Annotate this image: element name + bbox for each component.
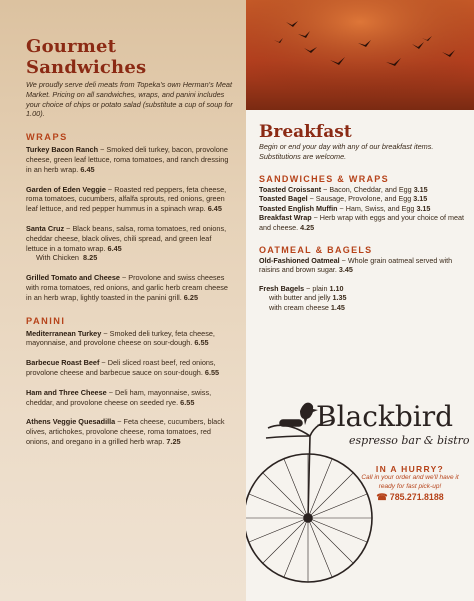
breakfast-item: Toasted English Muffin ~ Ham, Swiss, and Egg 3.15	[259, 203, 431, 213]
brand-tagline: espresso bar & bistro	[349, 434, 470, 447]
gourmet-intro: We proudly serve deli meats from Topeka's own Herman's Meat Market. Pricing on all sandwiches, wraps, and panini includes your choice of chips or potato salad (substitute a cup of soup for 1.00).	[26, 80, 233, 119]
bagel-addon: with cream cheese 1.45	[269, 302, 345, 312]
brand-name: Blackbird	[316, 400, 454, 433]
panini-item: Athens Veggie Quesadilla ~ Feta cheese, cucumbers, black olives, artichokes, provolone cheese, roma tomatoes, red onions, and oregano in a grilled herb wrap. 7.25	[26, 417, 225, 446]
phone-icon: ☎	[376, 492, 388, 503]
oatmeal-bagels-heading: OATMEAL & BAGELS	[259, 244, 373, 255]
wrap-item: Grilled Tomato and Cheese ~ Provolone and swiss cheeses with roma tomatoes, red onions, and garlic herb cream cheese in an herb wrap, lightly toasted in the panini grill. 6.25	[26, 273, 228, 302]
sandwiches-wraps-heading: SANDWICHES & WRAPS	[259, 173, 389, 184]
phone-number: 785.271.8188	[389, 492, 444, 503]
sunset-birds-image	[246, 0, 474, 110]
wrap-item: Garden of Eden Veggie ~ Roasted red peppers, feta cheese, roma tomatoes, cucumbers, alfalfa sprouts, red onions, green leaf lettuce, and red pepper hummus in a spinach wrap. 6.45	[26, 184, 227, 214]
breakfast-intro: Begin or end your day with any of our breakfast items. Substitutions are welcome.	[259, 142, 434, 161]
phone-line[interactable]	[360, 492, 460, 503]
breakfast-item: Toasted Bagel ~ Sausage, Provolone, and Egg 3.15	[259, 194, 428, 204]
oatmeal-item: Old-Fashioned Oatmeal ~ Whole grain oatmeal served with raisins and brown sugar. 3.45	[259, 255, 453, 275]
wrap-item: Santa Cruz ~ Black beans, salsa, roma tomatoes, red onions, cheddar cheese, black olives, chili spread, and green leaf lettuce in a tomato wrap. 6.45	[26, 223, 227, 253]
wraps-heading: WRAPS	[26, 132, 68, 143]
in-a-hurry-box	[360, 464, 460, 503]
panini-item: Ham and Three Cheese ~ Deli ham, mayonnaise, swiss, cheddar, and provolone cheese on seeded rye. 6.55	[26, 387, 212, 407]
gourmet-title: Gourmet Sandwiches	[26, 36, 147, 78]
breakfast-title: Breakfast	[259, 122, 352, 142]
wrap-addon: With Chicken 8.25	[36, 253, 98, 263]
wrap-item: Turkey Bacon Ranch ~ Smoked deli turkey, bacon, provolone cheese, green leaf lettuce, roma tomatoes, and ranch dressing in an herb wrap. 6.45	[26, 145, 229, 174]
panini-heading: PANINI	[26, 315, 66, 326]
hurry-text: Call in your order and we'll have it ready for fast pick-up!	[361, 474, 459, 490]
bagel-addon: with butter and jelly 1.35	[269, 293, 347, 303]
panini-item: Barbecue Roast Beef ~ Deli sliced roast beef, red onions, provolone cheese and barbecue sauce on sour-dough. 6.55	[26, 358, 220, 377]
panini-item: Mediterranean Turkey ~ Smoked deli turkey, feta cheese, mayonnaise, and provolone cheese on sour-dough. 6.55	[26, 328, 215, 348]
breakfast-column	[246, 0, 474, 601]
bagel-item: Fresh Bagels ~ plain 1.10	[259, 283, 344, 293]
breakfast-item: Breakfast Wrap ~ Herb wrap with eggs and your choice of meat and cheese. 4.25	[259, 213, 465, 232]
breakfast-item: Toasted Croissant ~ Bacon, Cheddar, and Egg 3.15	[259, 184, 428, 194]
birds-silhouette-icon	[246, 0, 474, 110]
hurry-heading: IN A HURRY?	[375, 464, 445, 474]
